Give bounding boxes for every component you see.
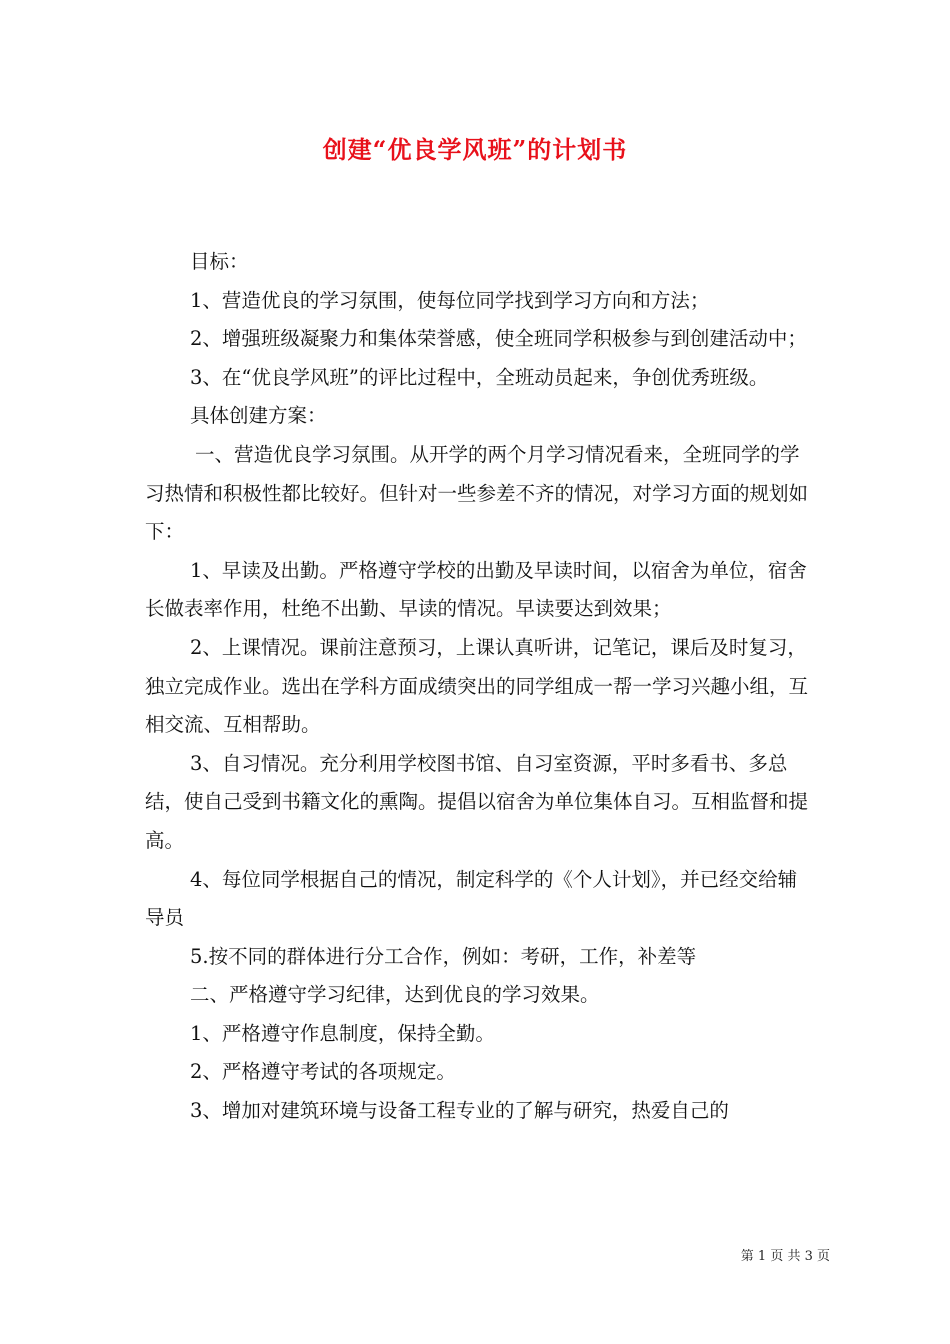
paragraph-item-2: 2、上课情况。课前注意预习，上课认真听讲，记笔记，课后及时复习，独立完成作业。选出在学科方面成绩突出的同学组成一帮一学习兴趣小组，互相交流、互相帮助。 bbox=[145, 635, 809, 737]
paragraph-section-1: 一、营造优良学习氛围。从开学的两个月学习情况看来，全班同学的学习热情和积极性都比较好。但针对一些参差不齐的情况，对学习方面的规划如下： bbox=[145, 442, 809, 544]
paragraph-plan-heading: 具体创建方案： bbox=[190, 404, 327, 428]
page-number: 第 1 页 共 3 页 bbox=[740, 1249, 830, 1264]
paragraph-item-4: 4、每位同学根据自己的情况，制定科学的《个人计划》，并已经交给辅导员 bbox=[145, 867, 798, 930]
document-body bbox=[145, 243, 810, 1131]
paragraph-goal-1: 1、营造优良的学习氛围，使每位同学找到学习方向和方法； bbox=[190, 288, 710, 312]
paragraph-rule-2: 2、严格遵守考试的各项规定。 bbox=[190, 1060, 456, 1084]
paragraph-goal-3: 3、在“优良学风班”的评比过程中，全班动员起来，争创优秀班级。 bbox=[190, 365, 769, 389]
paragraph-rule-1: 1、严格遵守作息制度，保持全勤。 bbox=[190, 1021, 495, 1045]
paragraph-rule-3: 3、增加对建筑环境与设备工程专业的了解与研究，热爱自己的 bbox=[190, 1099, 729, 1123]
paragraph-section-2: 二、严格遵守学习纪律，达到优良的学习效果。 bbox=[190, 983, 600, 1007]
paragraph-item-3: 3、自习情况。充分利用学校图书馆、自习室资源，平时多看书、多总结，使自己受到书籍文化的熏陶。提倡以宿舍为单位集体自习。互相监督和提高。 bbox=[145, 751, 809, 852]
paragraph-item-1: 1、早读及出勤。严格遵守学校的出勤及早读时间，以宿舍为单位，宿舍长做表率作用，杜绝不出勤、早读的情况。早读要达到效果； bbox=[145, 558, 807, 621]
paragraph-goal-2: 2、增强班级凝聚力和集体荣誉感，使全班同学积极参与到创建活动中； bbox=[190, 327, 807, 351]
document-title: 创建“优良学风班”的计划书 bbox=[322, 135, 628, 164]
paragraph-item-5: 5.按不同的群体进行分工合作，例如：考研，工作，补差等 bbox=[190, 944, 697, 968]
paragraph-goal-heading: 目标： bbox=[190, 250, 249, 273]
